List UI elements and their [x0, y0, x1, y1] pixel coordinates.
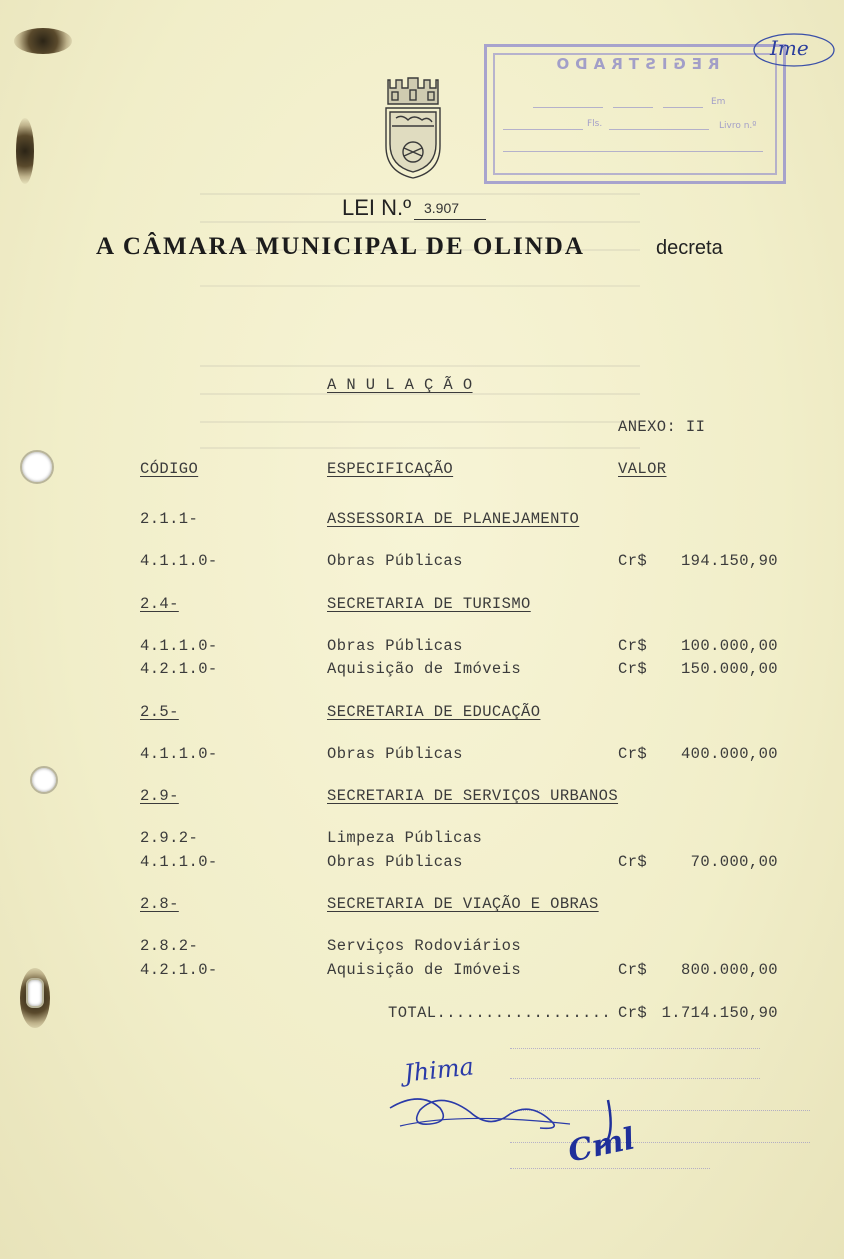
table-row [0, 787, 844, 807]
page-title: A CÂMARA MUNICIPAL DE OLINDA [96, 233, 585, 260]
total-value: 1.714.150,90 [661, 1004, 778, 1022]
table-row [0, 595, 844, 615]
row-code: 4.1.1.0- [140, 853, 218, 871]
row-spec: Obras Públicas [327, 745, 463, 763]
corner-initials: Ime [770, 36, 809, 60]
stamp-fls: Fls. [587, 119, 603, 129]
signature-scribble-icon [380, 1050, 680, 1180]
coat-of-arms-icon [382, 76, 444, 180]
row-code: 2.8.2- [140, 937, 199, 955]
row-spec: Obras Públicas [327, 637, 463, 655]
row-spec: Obras Públicas [327, 853, 463, 871]
law-number: 3.907 [424, 200, 460, 216]
law-number-label: LEI N.º [342, 195, 412, 220]
stamp-livro: Livro n.º [719, 121, 757, 131]
stamp-line [533, 107, 603, 108]
burn-mark [16, 118, 34, 184]
row-code: 2.1.1- [140, 510, 199, 528]
row-currency: Cr$ [618, 660, 648, 678]
row-code: 4.1.1.0- [140, 552, 218, 570]
signature-cml: Cml [565, 1121, 638, 1170]
row-code: 2.9.2- [140, 829, 199, 847]
row-spec: Aquisição de Imóveis [327, 961, 522, 979]
row-code: 2.9- [140, 787, 179, 805]
annex-label: ANEXO: II [618, 418, 706, 436]
row-spec: SECRETARIA DE EDUCAÇÃO [327, 703, 541, 721]
stamp-em: Em [711, 97, 726, 107]
table-row [0, 510, 844, 530]
title-suffix: decreta [656, 237, 723, 259]
row-currency: Cr$ [618, 552, 648, 570]
stamp-line [663, 107, 703, 108]
row-spec: SECRETARIA DE TURISMO [327, 595, 531, 613]
registration-stamp [484, 44, 786, 184]
law-number-underline [414, 219, 486, 220]
table-row [0, 961, 844, 981]
row-currency: Cr$ [618, 637, 648, 655]
row-spec: Limpeza Públicas [327, 829, 483, 847]
row-currency: Cr$ [618, 853, 648, 871]
row-spec: SECRETARIA DE VIAÇÃO E OBRAS [327, 895, 599, 913]
row-currency: Cr$ [618, 961, 648, 979]
row-currency: Cr$ [618, 745, 648, 763]
stamp-line [609, 129, 709, 130]
total-currency: Cr$ [618, 1004, 648, 1022]
row-value: 400.000,00 [680, 745, 778, 763]
stamp-title: REGISTRADO [550, 55, 720, 73]
row-code: 2.8- [140, 895, 179, 913]
column-header-code: CÓDIGO [140, 460, 199, 478]
row-spec: SECRETARIA DE SERVIÇOS URBANOS [327, 787, 619, 805]
column-header-value: VALOR [618, 460, 667, 478]
row-value: 150.000,00 [680, 660, 778, 678]
table-row [0, 703, 844, 723]
total-label: TOTAL.................. [388, 1004, 612, 1022]
table-row [0, 552, 844, 572]
column-header-spec: ESPECIFICAÇÃO [327, 460, 454, 478]
table-row [0, 829, 844, 849]
table-row [0, 853, 844, 873]
row-spec: Serviços Rodoviários [327, 937, 522, 955]
table-row [0, 637, 844, 657]
row-code: 4.2.1.0- [140, 961, 218, 979]
row-value: 100.000,00 [680, 637, 778, 655]
table-row [0, 895, 844, 915]
row-code: 4.1.1.0- [140, 745, 218, 763]
punch-hole [20, 450, 54, 484]
row-code: 4.2.1.0- [140, 660, 218, 678]
table-row [0, 745, 844, 765]
table-row [0, 937, 844, 957]
burn-mark [14, 28, 72, 54]
row-value: 194.150,90 [680, 552, 778, 570]
signature-jhima: Jhima [402, 1052, 476, 1088]
row-code: 2.5- [140, 703, 179, 721]
row-code: 2.4- [140, 595, 179, 613]
row-value: 70.000,00 [690, 853, 778, 871]
row-value: 800.000,00 [680, 961, 778, 979]
table-row [0, 660, 844, 680]
row-spec: Obras Públicas [327, 552, 463, 570]
corner-handwriting [752, 30, 836, 70]
row-spec: ASSESSORIA DE PLANEJAMENTO [327, 510, 580, 528]
stamp-line [503, 151, 763, 152]
row-code: 4.1.1.0- [140, 637, 218, 655]
stamp-line [503, 129, 583, 130]
row-spec: Aquisição de Imóveis [327, 660, 522, 678]
signature-area [380, 1050, 680, 1180]
bleed-through-texture [200, 185, 680, 485]
section-title: A N U L A Ç Ã O [327, 376, 473, 394]
stamp-line [613, 107, 653, 108]
